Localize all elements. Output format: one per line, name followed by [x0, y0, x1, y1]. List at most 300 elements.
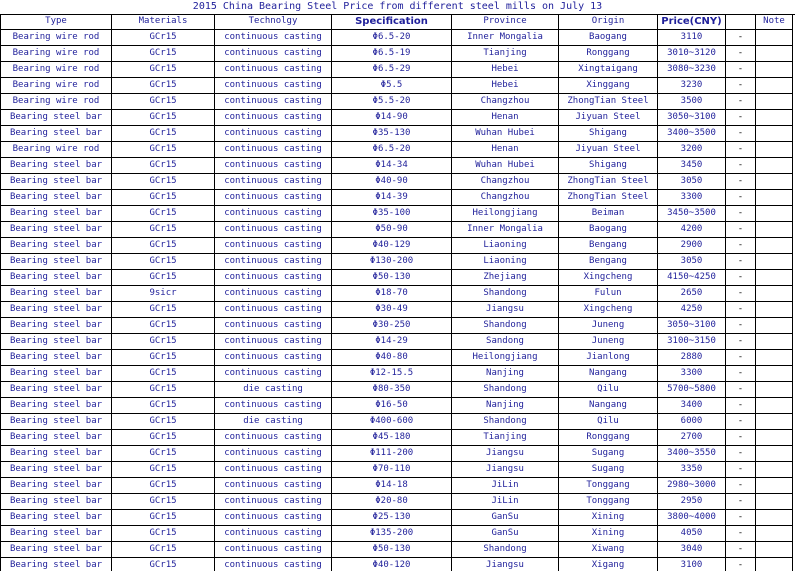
cell-material[interactable]: GCr15 [112, 302, 215, 318]
cell-type[interactable]: Bearing wire rod [1, 78, 112, 94]
cell-specification[interactable]: Φ25-130 [332, 510, 452, 526]
cell-price[interactable]: 3010~3120 [658, 46, 726, 62]
cell-technology[interactable]: continuous casting [215, 494, 332, 510]
cell-material[interactable]: 9sicr [112, 286, 215, 302]
cell-origin[interactable]: Bengang [559, 254, 658, 270]
cell-type[interactable]: Bearing steel bar [1, 222, 112, 238]
cell-origin[interactable]: ZhongTian Steel [559, 174, 658, 190]
cell-type[interactable]: Bearing steel bar [1, 462, 112, 478]
cell-price[interactable]: 3450~3500 [658, 206, 726, 222]
cell-technology[interactable]: continuous casting [215, 478, 332, 494]
cell-specification[interactable]: Φ130-200 [332, 254, 452, 270]
cell-mark[interactable]: - [726, 46, 756, 62]
cell-material[interactable]: GCr15 [112, 78, 215, 94]
cell-origin[interactable]: ZhongTian Steel [559, 94, 658, 110]
cell-type[interactable]: Bearing steel bar [1, 542, 112, 558]
cell-material[interactable]: GCr15 [112, 318, 215, 334]
cell-material[interactable]: GCr15 [112, 158, 215, 174]
cell-technology[interactable]: continuous casting [215, 238, 332, 254]
cell-mark[interactable]: - [726, 78, 756, 94]
cell-province[interactable]: Inner Mongalia [452, 222, 559, 238]
cell-specification[interactable]: Φ20-80 [332, 494, 452, 510]
cell-specification[interactable]: Φ5.5-20 [332, 94, 452, 110]
cell-province[interactable]: Jiangsu [452, 446, 559, 462]
cell-origin[interactable]: Tonggang [559, 494, 658, 510]
cell-note[interactable] [756, 238, 793, 254]
cell-specification[interactable]: Φ18-70 [332, 286, 452, 302]
cell-price[interactable]: 4150~4250 [658, 270, 726, 286]
cell-specification[interactable]: Φ16-50 [332, 398, 452, 414]
cell-specification[interactable]: Φ40-80 [332, 350, 452, 366]
cell-price[interactable]: 3230 [658, 78, 726, 94]
cell-origin[interactable]: Xining [559, 526, 658, 542]
cell-type[interactable]: Bearing wire rod [1, 46, 112, 62]
cell-type[interactable]: Bearing steel bar [1, 110, 112, 126]
cell-origin[interactable]: Baogang [559, 30, 658, 46]
cell-mark[interactable]: - [726, 526, 756, 542]
cell-note[interactable] [756, 302, 793, 318]
cell-technology[interactable]: continuous casting [215, 62, 332, 78]
cell-technology[interactable]: continuous casting [215, 286, 332, 302]
cell-technology[interactable]: continuous casting [215, 318, 332, 334]
cell-type[interactable]: Bearing wire rod [1, 142, 112, 158]
cell-note[interactable] [756, 174, 793, 190]
cell-province[interactable]: Henan [452, 110, 559, 126]
cell-specification[interactable]: Φ50-90 [332, 222, 452, 238]
cell-origin[interactable]: Jiyuan Steel [559, 142, 658, 158]
cell-technology[interactable]: continuous casting [215, 142, 332, 158]
cell-mark[interactable]: - [726, 30, 756, 46]
cell-origin[interactable]: Sugang [559, 446, 658, 462]
cell-note[interactable] [756, 366, 793, 382]
cell-note[interactable] [756, 526, 793, 542]
cell-type[interactable]: Bearing steel bar [1, 494, 112, 510]
cell-technology[interactable]: continuous casting [215, 126, 332, 142]
cell-note[interactable] [756, 270, 793, 286]
cell-technology[interactable]: continuous casting [215, 110, 332, 126]
cell-mark[interactable]: - [726, 110, 756, 126]
cell-note[interactable] [756, 462, 793, 478]
cell-mark[interactable]: - [726, 430, 756, 446]
cell-origin[interactable]: Qilu [559, 414, 658, 430]
cell-specification[interactable]: Φ14-90 [332, 110, 452, 126]
cell-province[interactable]: Liaoning [452, 238, 559, 254]
cell-origin[interactable]: Shigang [559, 126, 658, 142]
cell-specification[interactable]: Φ14-34 [332, 158, 452, 174]
cell-note[interactable] [756, 206, 793, 222]
cell-origin[interactable]: Baogang [559, 222, 658, 238]
cell-specification[interactable]: Φ80-350 [332, 382, 452, 398]
cell-note[interactable] [756, 350, 793, 366]
cell-material[interactable]: GCr15 [112, 558, 215, 571]
cell-note[interactable] [756, 414, 793, 430]
cell-specification[interactable]: Φ6.5-20 [332, 30, 452, 46]
cell-origin[interactable]: Nangang [559, 398, 658, 414]
cell-material[interactable]: GCr15 [112, 62, 215, 78]
cell-province[interactable]: JiLin [452, 478, 559, 494]
cell-origin[interactable]: Juneng [559, 318, 658, 334]
cell-specification[interactable]: Φ70-110 [332, 462, 452, 478]
cell-note[interactable] [756, 254, 793, 270]
cell-specification[interactable]: Φ40-90 [332, 174, 452, 190]
cell-price[interactable]: 4250 [658, 302, 726, 318]
cell-technology[interactable]: continuous casting [215, 350, 332, 366]
cell-note[interactable] [756, 78, 793, 94]
cell-technology[interactable]: continuous casting [215, 446, 332, 462]
cell-type[interactable]: Bearing steel bar [1, 446, 112, 462]
cell-price[interactable]: 3300 [658, 190, 726, 206]
cell-technology[interactable]: continuous casting [215, 46, 332, 62]
cell-origin[interactable]: Ronggang [559, 430, 658, 446]
cell-province[interactable]: Liaoning [452, 254, 559, 270]
cell-specification[interactable]: Φ135-200 [332, 526, 452, 542]
cell-province[interactable]: Changzhou [452, 94, 559, 110]
cell-specification[interactable]: Φ30-49 [332, 302, 452, 318]
cell-price[interactable]: 2700 [658, 430, 726, 446]
cell-price[interactable]: 4050 [658, 526, 726, 542]
cell-origin[interactable]: Nangang [559, 366, 658, 382]
cell-technology[interactable]: continuous casting [215, 302, 332, 318]
cell-mark[interactable]: - [726, 190, 756, 206]
cell-mark[interactable]: - [726, 398, 756, 414]
cell-note[interactable] [756, 542, 793, 558]
cell-price[interactable]: 2980~3000 [658, 478, 726, 494]
cell-province[interactable]: JiLin [452, 494, 559, 510]
cell-province[interactable]: Heilongjiang [452, 206, 559, 222]
cell-price[interactable]: 3350 [658, 462, 726, 478]
cell-technology[interactable]: continuous casting [215, 174, 332, 190]
cell-province[interactable]: Nanjing [452, 366, 559, 382]
cell-mark[interactable]: - [726, 142, 756, 158]
cell-origin[interactable]: Tonggang [559, 478, 658, 494]
cell-province[interactable]: GanSu [452, 526, 559, 542]
cell-province[interactable]: Heilongjiang [452, 350, 559, 366]
cell-technology[interactable]: continuous casting [215, 510, 332, 526]
cell-type[interactable]: Bearing steel bar [1, 430, 112, 446]
cell-mark[interactable]: - [726, 158, 756, 174]
cell-price[interactable]: 3400 [658, 398, 726, 414]
cell-mark[interactable]: - [726, 334, 756, 350]
cell-note[interactable] [756, 334, 793, 350]
cell-type[interactable]: Bearing steel bar [1, 158, 112, 174]
cell-type[interactable]: Bearing steel bar [1, 126, 112, 142]
cell-specification[interactable]: Φ45-180 [332, 430, 452, 446]
cell-price[interactable]: 3500 [658, 94, 726, 110]
cell-technology[interactable]: continuous casting [215, 94, 332, 110]
cell-mark[interactable]: - [726, 94, 756, 110]
cell-mark[interactable]: - [726, 62, 756, 78]
cell-material[interactable]: GCr15 [112, 126, 215, 142]
cell-technology[interactable]: continuous casting [215, 334, 332, 350]
cell-technology[interactable]: continuous casting [215, 254, 332, 270]
cell-mark[interactable]: - [726, 462, 756, 478]
cell-type[interactable]: Bearing steel bar [1, 414, 112, 430]
cell-note[interactable] [756, 430, 793, 446]
cell-type[interactable]: Bearing steel bar [1, 254, 112, 270]
cell-technology[interactable]: continuous casting [215, 558, 332, 571]
cell-technology[interactable]: continuous casting [215, 190, 332, 206]
cell-material[interactable]: GCr15 [112, 526, 215, 542]
cell-specification[interactable]: Φ14-29 [332, 334, 452, 350]
cell-type[interactable]: Bearing steel bar [1, 190, 112, 206]
cell-material[interactable]: GCr15 [112, 206, 215, 222]
cell-technology[interactable]: continuous casting [215, 430, 332, 446]
cell-material[interactable]: GCr15 [112, 46, 215, 62]
cell-origin[interactable]: Bengang [559, 238, 658, 254]
cell-province[interactable]: Shandong [452, 542, 559, 558]
cell-specification[interactable]: Φ6.5-29 [332, 62, 452, 78]
cell-origin[interactable]: ZhongTian Steel [559, 190, 658, 206]
cell-note[interactable] [756, 62, 793, 78]
cell-price[interactable]: 3200 [658, 142, 726, 158]
cell-material[interactable]: GCr15 [112, 94, 215, 110]
cell-type[interactable]: Bearing steel bar [1, 238, 112, 254]
cell-province[interactable]: Inner Mongalia [452, 30, 559, 46]
cell-province[interactable]: Jiangsu [452, 558, 559, 571]
cell-material[interactable]: GCr15 [112, 366, 215, 382]
cell-technology[interactable]: die casting [215, 382, 332, 398]
cell-mark[interactable]: - [726, 126, 756, 142]
cell-mark[interactable]: - [726, 558, 756, 571]
cell-province[interactable]: Changzhou [452, 174, 559, 190]
cell-mark[interactable]: - [726, 270, 756, 286]
cell-technology[interactable]: continuous casting [215, 78, 332, 94]
cell-origin[interactable]: Qilu [559, 382, 658, 398]
cell-material[interactable]: GCr15 [112, 478, 215, 494]
cell-specification[interactable]: Φ35-100 [332, 206, 452, 222]
cell-specification[interactable]: Φ6.5-20 [332, 142, 452, 158]
cell-specification[interactable]: Φ111-200 [332, 446, 452, 462]
cell-mark[interactable]: - [726, 382, 756, 398]
cell-origin[interactable]: Beiman [559, 206, 658, 222]
cell-material[interactable]: GCr15 [112, 190, 215, 206]
cell-province[interactable]: Shandong [452, 414, 559, 430]
cell-province[interactable]: Jiangsu [452, 462, 559, 478]
cell-specification[interactable]: Φ35-130 [332, 126, 452, 142]
cell-technology[interactable]: continuous casting [215, 366, 332, 382]
cell-origin[interactable]: Sugang [559, 462, 658, 478]
cell-mark[interactable]: - [726, 318, 756, 334]
cell-origin[interactable]: Jiyuan Steel [559, 110, 658, 126]
cell-note[interactable] [756, 190, 793, 206]
cell-specification[interactable]: Φ30-250 [332, 318, 452, 334]
cell-mark[interactable]: - [726, 238, 756, 254]
cell-specification[interactable]: Φ6.5-19 [332, 46, 452, 62]
cell-mark[interactable]: - [726, 302, 756, 318]
cell-material[interactable]: GCr15 [112, 446, 215, 462]
cell-price[interactable]: 3050 [658, 174, 726, 190]
cell-material[interactable]: GCr15 [112, 110, 215, 126]
cell-type[interactable]: Bearing steel bar [1, 206, 112, 222]
cell-price[interactable]: 5700~5800 [658, 382, 726, 398]
cell-mark[interactable]: - [726, 366, 756, 382]
cell-technology[interactable]: continuous casting [215, 462, 332, 478]
cell-province[interactable]: Hebei [452, 78, 559, 94]
cell-specification[interactable]: Φ12-15.5 [332, 366, 452, 382]
cell-type[interactable]: Bearing steel bar [1, 382, 112, 398]
cell-material[interactable]: GCr15 [112, 174, 215, 190]
cell-origin[interactable]: Xiwang [559, 542, 658, 558]
cell-type[interactable]: Bearing steel bar [1, 286, 112, 302]
cell-technology[interactable]: continuous casting [215, 222, 332, 238]
cell-price[interactable]: 3100~3150 [658, 334, 726, 350]
cell-price[interactable]: 3400~3550 [658, 446, 726, 462]
cell-note[interactable] [756, 382, 793, 398]
cell-mark[interactable]: - [726, 254, 756, 270]
cell-mark[interactable]: - [726, 510, 756, 526]
cell-price[interactable]: 4200 [658, 222, 726, 238]
cell-note[interactable] [756, 30, 793, 46]
cell-material[interactable]: GCr15 [112, 414, 215, 430]
cell-province[interactable]: Changzhou [452, 190, 559, 206]
cell-mark[interactable]: - [726, 414, 756, 430]
cell-mark[interactable]: - [726, 542, 756, 558]
cell-origin[interactable]: Xingcheng [559, 302, 658, 318]
cell-mark[interactable]: - [726, 206, 756, 222]
cell-price[interactable]: 3050~3100 [658, 110, 726, 126]
cell-province[interactable]: Shandong [452, 286, 559, 302]
cell-material[interactable]: GCr15 [112, 270, 215, 286]
cell-province[interactable]: Henan [452, 142, 559, 158]
cell-material[interactable]: GCr15 [112, 222, 215, 238]
cell-technology[interactable]: continuous casting [215, 526, 332, 542]
cell-province[interactable]: Nanjing [452, 398, 559, 414]
cell-mark[interactable]: - [726, 286, 756, 302]
cell-note[interactable] [756, 446, 793, 462]
cell-specification[interactable]: Φ50-130 [332, 542, 452, 558]
cell-technology[interactable]: continuous casting [215, 398, 332, 414]
cell-price[interactable]: 2900 [658, 238, 726, 254]
cell-province[interactable]: Tianjing [452, 430, 559, 446]
cell-origin[interactable]: Xigang [559, 558, 658, 571]
cell-mark[interactable]: - [726, 446, 756, 462]
cell-note[interactable] [756, 478, 793, 494]
cell-type[interactable]: Bearing steel bar [1, 174, 112, 190]
cell-type[interactable]: Bearing steel bar [1, 270, 112, 286]
cell-province[interactable]: Jiangsu [452, 302, 559, 318]
cell-price[interactable]: 3110 [658, 30, 726, 46]
cell-specification[interactable]: Φ14-39 [332, 190, 452, 206]
cell-price[interactable]: 3300 [658, 366, 726, 382]
cell-type[interactable]: Bearing steel bar [1, 350, 112, 366]
cell-province[interactable]: Shandong [452, 318, 559, 334]
cell-specification[interactable]: Φ40-129 [332, 238, 452, 254]
cell-type[interactable]: Bearing steel bar [1, 478, 112, 494]
cell-material[interactable]: GCr15 [112, 30, 215, 46]
cell-material[interactable]: GCr15 [112, 430, 215, 446]
cell-specification[interactable]: Φ14-18 [332, 478, 452, 494]
cell-material[interactable]: GCr15 [112, 382, 215, 398]
cell-province[interactable]: Wuhan Hubei [452, 158, 559, 174]
cell-origin[interactable]: Xinggang [559, 78, 658, 94]
cell-mark[interactable]: - [726, 494, 756, 510]
cell-province[interactable]: Sandong [452, 334, 559, 350]
cell-province[interactable]: Zhejiang [452, 270, 559, 286]
cell-type[interactable]: Bearing wire rod [1, 62, 112, 78]
cell-price[interactable]: 3800~4000 [658, 510, 726, 526]
cell-province[interactable]: Shandong [452, 382, 559, 398]
cell-price[interactable]: 6000 [658, 414, 726, 430]
cell-price[interactable]: 3450 [658, 158, 726, 174]
cell-type[interactable]: Bearing steel bar [1, 558, 112, 571]
cell-note[interactable] [756, 510, 793, 526]
cell-price[interactable]: 2950 [658, 494, 726, 510]
cell-specification[interactable]: Φ400-600 [332, 414, 452, 430]
cell-mark[interactable]: - [726, 222, 756, 238]
cell-price[interactable]: 3040 [658, 542, 726, 558]
cell-material[interactable]: GCr15 [112, 494, 215, 510]
cell-note[interactable] [756, 398, 793, 414]
cell-note[interactable] [756, 494, 793, 510]
cell-origin[interactable]: Ronggang [559, 46, 658, 62]
cell-material[interactable]: GCr15 [112, 350, 215, 366]
cell-material[interactable]: GCr15 [112, 542, 215, 558]
cell-mark[interactable]: - [726, 350, 756, 366]
cell-province[interactable]: Wuhan Hubei [452, 126, 559, 142]
cell-note[interactable] [756, 286, 793, 302]
cell-price[interactable]: 3400~3500 [658, 126, 726, 142]
cell-note[interactable] [756, 94, 793, 110]
cell-note[interactable] [756, 558, 793, 571]
cell-price[interactable]: 3050 [658, 254, 726, 270]
cell-type[interactable]: Bearing steel bar [1, 366, 112, 382]
cell-type[interactable]: Bearing wire rod [1, 94, 112, 110]
cell-material[interactable]: GCr15 [112, 510, 215, 526]
cell-mark[interactable]: - [726, 174, 756, 190]
cell-origin[interactable]: Xining [559, 510, 658, 526]
cell-type[interactable]: Bearing steel bar [1, 398, 112, 414]
cell-note[interactable] [756, 318, 793, 334]
cell-province[interactable]: Tianjing [452, 46, 559, 62]
cell-province[interactable]: Hebei [452, 62, 559, 78]
cell-technology[interactable]: continuous casting [215, 542, 332, 558]
cell-price[interactable]: 3080~3230 [658, 62, 726, 78]
cell-type[interactable]: Bearing steel bar [1, 318, 112, 334]
cell-type[interactable]: Bearing steel bar [1, 302, 112, 318]
cell-note[interactable] [756, 158, 793, 174]
cell-specification[interactable]: Φ40-120 [332, 558, 452, 571]
cell-type[interactable]: Bearing steel bar [1, 510, 112, 526]
cell-specification[interactable]: Φ5.5 [332, 78, 452, 94]
cell-material[interactable]: GCr15 [112, 398, 215, 414]
cell-technology[interactable]: die casting [215, 414, 332, 430]
cell-note[interactable] [756, 222, 793, 238]
cell-note[interactable] [756, 46, 793, 62]
cell-type[interactable]: Bearing steel bar [1, 526, 112, 542]
cell-note[interactable] [756, 142, 793, 158]
cell-price[interactable]: 3050~3100 [658, 318, 726, 334]
cell-origin[interactable]: Xingtaigang [559, 62, 658, 78]
cell-material[interactable]: GCr15 [112, 238, 215, 254]
cell-material[interactable]: GCr15 [112, 462, 215, 478]
cell-origin[interactable]: Fulun [559, 286, 658, 302]
cell-material[interactable]: GCr15 [112, 254, 215, 270]
cell-technology[interactable]: continuous casting [215, 30, 332, 46]
cell-material[interactable]: GCr15 [112, 334, 215, 350]
cell-type[interactable]: Bearing wire rod [1, 30, 112, 46]
cell-price[interactable]: 2650 [658, 286, 726, 302]
cell-origin[interactable]: Jianlong [559, 350, 658, 366]
cell-origin[interactable]: Xingcheng [559, 270, 658, 286]
cell-price[interactable]: 2880 [658, 350, 726, 366]
cell-province[interactable]: GanSu [452, 510, 559, 526]
cell-origin[interactable]: Juneng [559, 334, 658, 350]
cell-type[interactable]: Bearing steel bar [1, 334, 112, 350]
cell-specification[interactable]: Φ50-130 [332, 270, 452, 286]
cell-material[interactable]: GCr15 [112, 142, 215, 158]
cell-mark[interactable]: - [726, 478, 756, 494]
cell-technology[interactable]: continuous casting [215, 206, 332, 222]
